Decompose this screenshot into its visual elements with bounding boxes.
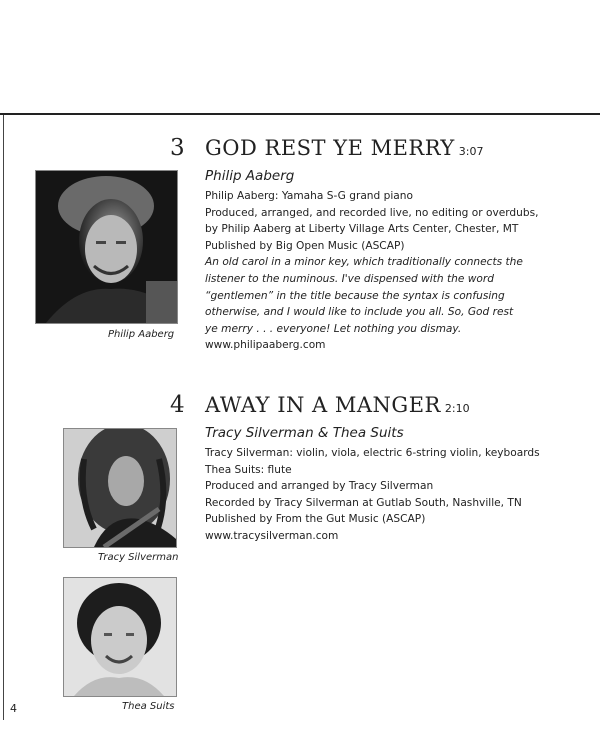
tracy-silverman-caption: Tracy Silverman: [98, 552, 179, 563]
left-border: [3, 115, 4, 720]
track-note-line: otherwise, and I would like to include you all. So, God rest: [205, 306, 514, 319]
credit-line: Produced and arranged by Tracy Silverman: [205, 480, 434, 493]
track-duration: 3:07: [458, 145, 484, 158]
track-note-line: listener to the numinous. I've dispensed with the word: [205, 272, 494, 285]
track-credits: [205, 188, 538, 354]
artist-website: www.tracysilverman.com: [205, 529, 339, 542]
track-title-text: AWAY IN A MANGER: [205, 393, 441, 417]
track-title: [205, 136, 483, 160]
track-artist: Philip Aaberg: [205, 168, 295, 184]
credit-line: Thea Suits: flute: [205, 463, 292, 476]
philip-aaberg-caption: Philip Aaberg: [108, 329, 175, 340]
track-note-line: ye merry . . . everyone! Let nothing you dismay.: [205, 322, 462, 335]
credit-line: Published by Big Open Music (ASCAP): [205, 239, 405, 252]
track-artist: Tracy Silverman & Thea Suits: [205, 425, 404, 441]
track-duration: 2:10: [444, 402, 470, 415]
page-number: 4: [10, 702, 17, 715]
track-note-line: “gentlemen” in the title because the syntax is confusing: [205, 289, 505, 302]
tracy-silverman-photo: [63, 428, 177, 548]
thea-suits-caption: Thea Suits: [122, 701, 175, 712]
track-note-line: An old carol in a minor key, which traditionally connects the: [205, 256, 523, 269]
artist-website: www.philipaaberg.com: [205, 339, 326, 352]
track-number: 4: [170, 392, 185, 418]
track-title-text: GOD REST YE MERRY: [205, 136, 455, 160]
thea-suits-photo: [63, 577, 177, 697]
credit-line: Recorded by Tracy Silverman at Gutlab South, Nashville, TN: [205, 496, 522, 509]
credit-line: Tracy Silverman: violin, viola, electric 6-string violin, keyboards: [205, 447, 540, 459]
credit-line: Produced, arranged, and recorded live, no editing or overdubs,: [205, 206, 539, 219]
track-number: 3: [170, 135, 185, 161]
credit-line: Published by From the Gut Music (ASCAP): [205, 513, 426, 526]
track-credits: [205, 445, 540, 545]
track-title: [205, 393, 470, 417]
credit-line: by Philip Aaberg at Liberty Village Arts Center, Chester, MT: [205, 223, 519, 236]
philip-aaberg-photo: [35, 170, 178, 324]
credit-line: Philip Aaberg: Yamaha S-G grand piano: [205, 190, 413, 202]
